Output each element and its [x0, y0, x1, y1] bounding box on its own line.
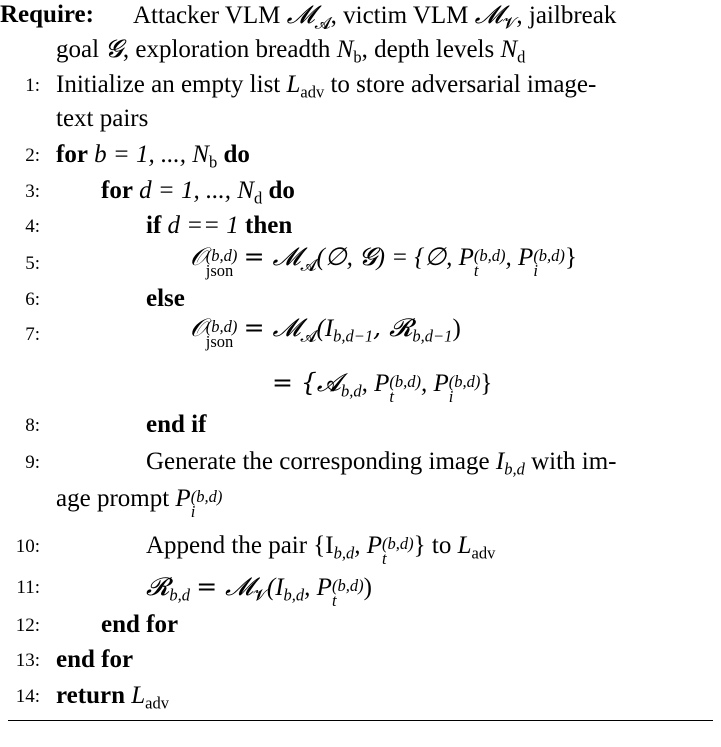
line-number: 1: [25, 75, 40, 96]
line-text: end for [56, 646, 134, 673]
require-label: Require: [0, 1, 94, 28]
line-number: 3: [25, 181, 40, 202]
line-math-cont: = {𝓐$_{b,d}$, P (b,d) t , P (b,d) i } [272, 368, 493, 407]
line-text: Generate the corresponding image $I_{b,d}$ with im- [146, 448, 617, 479]
line-number: 2: [25, 145, 40, 166]
require-text-cont: goal 𝓖, exploration breadth $N_b$, depth levels $N_d$ [56, 34, 526, 67]
line-number: 14: [15, 686, 40, 707]
line-number: 6: [25, 289, 40, 310]
line-math: 𝒪 (b,d) json = 𝓜$_𝓐$(∅, 𝓖) = {∅, P (b,d) t , P (b,d) i } [190, 242, 577, 281]
line-text-cont: text pairs [56, 105, 149, 132]
line-text: for d = 1, ..., $N_d$ do [101, 177, 295, 208]
line-text: if d == 1 then [146, 212, 293, 239]
line-text: Initialize an empty list $L_{adv}$ to store adversarial image- [56, 71, 597, 102]
line-number: 7: [25, 324, 40, 345]
line-text: return $L_{adv}$ [56, 682, 169, 713]
line-number: 5: [25, 253, 40, 274]
line-math: 𝓡$_{b,d}$ = $𝓜_𝓥(I_{b,d}$, P (b,d) t ) [146, 572, 372, 611]
line-text: else [146, 285, 185, 312]
line-number: 10: [15, 536, 40, 557]
line-number: 12: [15, 615, 40, 636]
line-text: for b = 1, ..., $N_b$ do [56, 141, 250, 172]
line-text: end for [101, 611, 179, 638]
require-text: Attacker VLM 𝓜$_𝓐$, victim VLM 𝓜$_𝓥$, jailbreak [133, 0, 617, 33]
bottom-rule [8, 720, 713, 721]
line-number: 4: [25, 216, 40, 237]
line-math: 𝒪 (b,d) json = $𝓜_𝓐(I_{b,d-1}$, 𝓡$_{b,d-1}$) [190, 313, 461, 352]
line-number: 9: [25, 452, 40, 473]
line-number: 11: [16, 577, 40, 598]
line-text: end if [146, 411, 207, 438]
line-number: 8: [25, 415, 40, 436]
line-text: Append the pair {$I_{b,d}$, P (b,d) t } to $L_{adv}$ [146, 532, 496, 569]
line-number: 13: [15, 650, 40, 671]
line-text-cont: age prompt P (b,d) i [56, 485, 223, 522]
